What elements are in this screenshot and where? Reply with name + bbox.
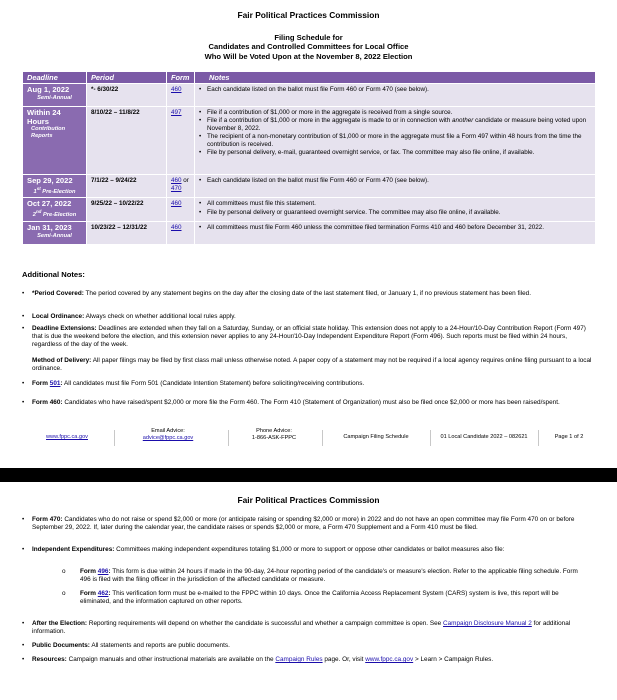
note-deadline-extensions: • Deadline Extensions: Deadlines are extended when they fall on a Saturday, Sunday, or an official state holiday. This extension does not apply to a 24-Hour/10-Day Contribution Report (Form 497) that is due the weekend before the election, and this extension never applies to any 24-Hour/10-Day Independent Expenditure Report (Form 496). Such reports must be filed within 24 hours, regardless of the day of the week. xyxy=(22,325,586,348)
note-independent-expenditures: • Independent Expenditures: Committees making independent expenditures totaling $1,000 or more to support or oppose other candidates or ballot measures also file: xyxy=(22,546,505,553)
form-460-link[interactable]: 460 xyxy=(171,223,182,231)
period-cell: 7/1/22 – 9/24/22 xyxy=(87,175,167,198)
deadline-subtitle: 1st Pre-Election xyxy=(33,185,76,195)
form-or-text: or xyxy=(183,177,189,185)
table-header-row xyxy=(23,72,596,84)
form-470-link[interactable]: 470 xyxy=(171,184,182,192)
period-cell: 9/25/22 – 10/22/22 xyxy=(87,198,167,221)
deadline-subtitle: Contribution xyxy=(31,126,66,133)
deadline-subtitle: 2nd Pre-Election xyxy=(32,209,77,219)
deadline-date: Sep 29, 2022 xyxy=(27,176,73,186)
deadline-date: Aug 1, 2022 xyxy=(27,85,70,95)
note-item: • File if a contribution of $1,000 or more in the aggregate is made to or in connection with another candidate or measure being voted upon November 8, 2022. xyxy=(199,117,591,132)
email-link[interactable]: advice@fppc.ca.gov xyxy=(142,435,194,442)
deadline-subtitle: Semi-Annual xyxy=(37,94,72,101)
footer-doc-id: 01 Local Candidate 2022 – 082621 xyxy=(440,434,528,440)
page-title: Fair Political Practices Commission xyxy=(237,495,380,505)
website-link[interactable]: www.fppc.ca.gov xyxy=(46,434,88,440)
filing-schedule-table xyxy=(22,71,596,245)
deadline-subtitle: Reports xyxy=(31,133,53,140)
note-item: • Each candidate listed on the ballot must file Form 460 or Form 470 (see below). xyxy=(199,86,591,94)
form-501-link[interactable]: 501 xyxy=(49,380,61,387)
period-cell: 8/10/22 – 11/8/22 xyxy=(87,107,167,175)
title-line-2: Candidates and Controlled Committees for Local Office xyxy=(208,42,409,52)
note-resources: • Resources: Campaign manuals and other instructional materials are available on the Campaign Rules page. Or, visit www.fppc.ca.gov > Learn > Campaign Rules. xyxy=(22,656,494,663)
period-cell: *- 6/30/22 xyxy=(87,84,167,107)
deadline-cell xyxy=(23,221,87,244)
page-separator xyxy=(0,468,617,482)
deadline-date: Within 24 xyxy=(27,108,61,118)
subnote-form-496: o Form 496: This form is due within 24 hours if made in the 90-day, 24-hour reporting period of the candidate's or measure's election. Refer to the applicable filing schedule. Form 496 is filed with the filing officer in the jurisdiction of the affected candidate or measure. xyxy=(62,568,578,583)
note-item: • File by personal delivery or guaranteed overnight service. The committee may also file online, if available. xyxy=(199,209,591,217)
period-cell: 10/23/22 – 12/31/22 xyxy=(87,221,167,244)
form-cell xyxy=(167,175,195,198)
table-row xyxy=(23,84,596,107)
deadline-date: Jan 31, 2023 xyxy=(27,222,72,232)
note-item: • File if a contribution of $1,000 or more in the aggregate is received from a single source. xyxy=(199,109,591,117)
campaign-rules-link[interactable]: Campaign Rules xyxy=(275,656,323,663)
notes-cell xyxy=(195,221,596,244)
header-form: Form xyxy=(167,72,195,84)
campaign-disclosure-manual-link[interactable]: Campaign Disclosure Manual 2 xyxy=(443,620,532,627)
table-row xyxy=(23,198,596,221)
note-item: • All committees must file Form 460 unless the committee filed termination Forms 410 and 460 before December 31, 2022. xyxy=(199,224,591,232)
title-line-3: Who Will be Voted Upon at the November 8, 2022 Election xyxy=(204,51,413,61)
notes-cell xyxy=(195,107,596,175)
form-cell xyxy=(167,198,195,221)
subnote-form-462: o Form 462: This verification form must be e-mailed to the FPPC within 10 days. Once the California Access Replacement System (CARS) system is live, this report will be eliminated, and the information captured on other reports. xyxy=(62,590,559,605)
form-462-link[interactable]: 462 xyxy=(97,590,109,597)
notes-cell xyxy=(195,175,596,198)
footer-doc-title: Campaign Filing Schedule xyxy=(343,434,409,440)
deadline-date: Oct 27, 2022 xyxy=(27,199,72,209)
form-460-link[interactable]: 460 xyxy=(171,86,182,94)
title-line-1: Filing Schedule for xyxy=(274,33,343,42)
form-497-link[interactable]: 497 xyxy=(171,109,182,117)
header-notes: Notes xyxy=(195,72,596,84)
note-item: • File by personal delivery, e-mail, guaranteed overnight service, or fax. The committee may also file online, if available. xyxy=(199,149,591,157)
form-cell xyxy=(167,107,195,175)
fppc-website-link[interactable]: www.fppc.ca.gov xyxy=(365,656,414,663)
table-row xyxy=(23,175,596,198)
deadline-cell xyxy=(23,107,87,175)
email-advice: Email Advice: advice@fppc.ca.gov xyxy=(142,428,194,442)
page-title: Fair Political Practices Commission xyxy=(237,10,380,20)
note-item: • All committees must file this statement. xyxy=(199,200,591,208)
note-after-election: • After the Election: Reporting requirements will depend on whether the candidate is successful and whether a campaign committee is open. See Campaign Disclosure Manual 2 for additional information. xyxy=(22,620,571,635)
deadline-date: Hours xyxy=(27,116,49,126)
table-row xyxy=(23,221,596,244)
table-row xyxy=(23,107,596,175)
page-two xyxy=(0,482,617,700)
footer-page-number: Page 1 of 2 xyxy=(554,434,584,440)
page-footer xyxy=(22,428,596,450)
note-form-501: • Form 501: All candidates must file Form 501 (Candidate Intention Statement) before soliciting/receiving contributions. xyxy=(22,380,365,387)
note-form-460: • Form 460: Candidates who have raised/spent $2,000 or more file the Form 460. The Form 410 (Statement of Organization) must also be filed once $2,000 or more has been raised/spent. xyxy=(22,399,560,406)
deadline-cell xyxy=(23,198,87,221)
note-public-documents: • Public Documents: All statements and reports are public documents. xyxy=(22,642,230,649)
note-period-covered: • *Period Covered: The period covered by any statement begins on the day after the closing date of the last statement filed, or January 1, if no previous statement has been filed. xyxy=(22,290,531,297)
deadline-cell xyxy=(23,175,87,198)
deadline-subtitle: Semi-Annual xyxy=(37,232,72,239)
note-form-470: • Form 470: Candidates who do not raise or spend $2,000 or more (or anticipate raising or spending $2,000 or more) in 2022 and do not have an open committee may file Form 470 on or before September 29, 2022. If, later during the calendar year, the candidate raises or spends $2,000 or more, a Form 470 Supplement and a Form 410 must be filed. xyxy=(22,516,575,531)
form-cell xyxy=(167,84,195,107)
header-deadline: Deadline xyxy=(23,72,87,84)
phone-advice: Phone Advice: 1-866-ASK-FPPC xyxy=(251,428,297,442)
note-item: • The recipient of a non-monetary contribution of $1,000 or more in the aggregate must file a Form 497 within 48 hours from the time the contribution is received. xyxy=(199,133,591,148)
note-item: • Each candidate listed on the ballot must file Form 460 or Form 470 (see below). xyxy=(199,177,591,185)
notes-cell xyxy=(195,84,596,107)
schedule-title xyxy=(0,33,617,61)
additional-notes-heading: Additional Notes: xyxy=(22,270,85,279)
note-method-of-delivery: Method of Delivery: All paper filings may be filed by first class mail unless otherwise noted. A paper copy of a statement may not be required if a local agency requires online filing pursuant to a local ordinance. xyxy=(32,357,592,372)
note-local-ordinance: • Local Ordinance: Always check on whether additional local rules apply. xyxy=(22,313,236,320)
form-496-link[interactable]: 496 xyxy=(97,568,109,575)
notes-cell xyxy=(195,198,596,221)
header-period: Period xyxy=(87,72,167,84)
form-cell xyxy=(167,221,195,244)
form-460-link[interactable]: 460 xyxy=(171,200,182,208)
form-460-link[interactable]: 460 xyxy=(171,177,182,185)
deadline-cell xyxy=(23,84,87,107)
